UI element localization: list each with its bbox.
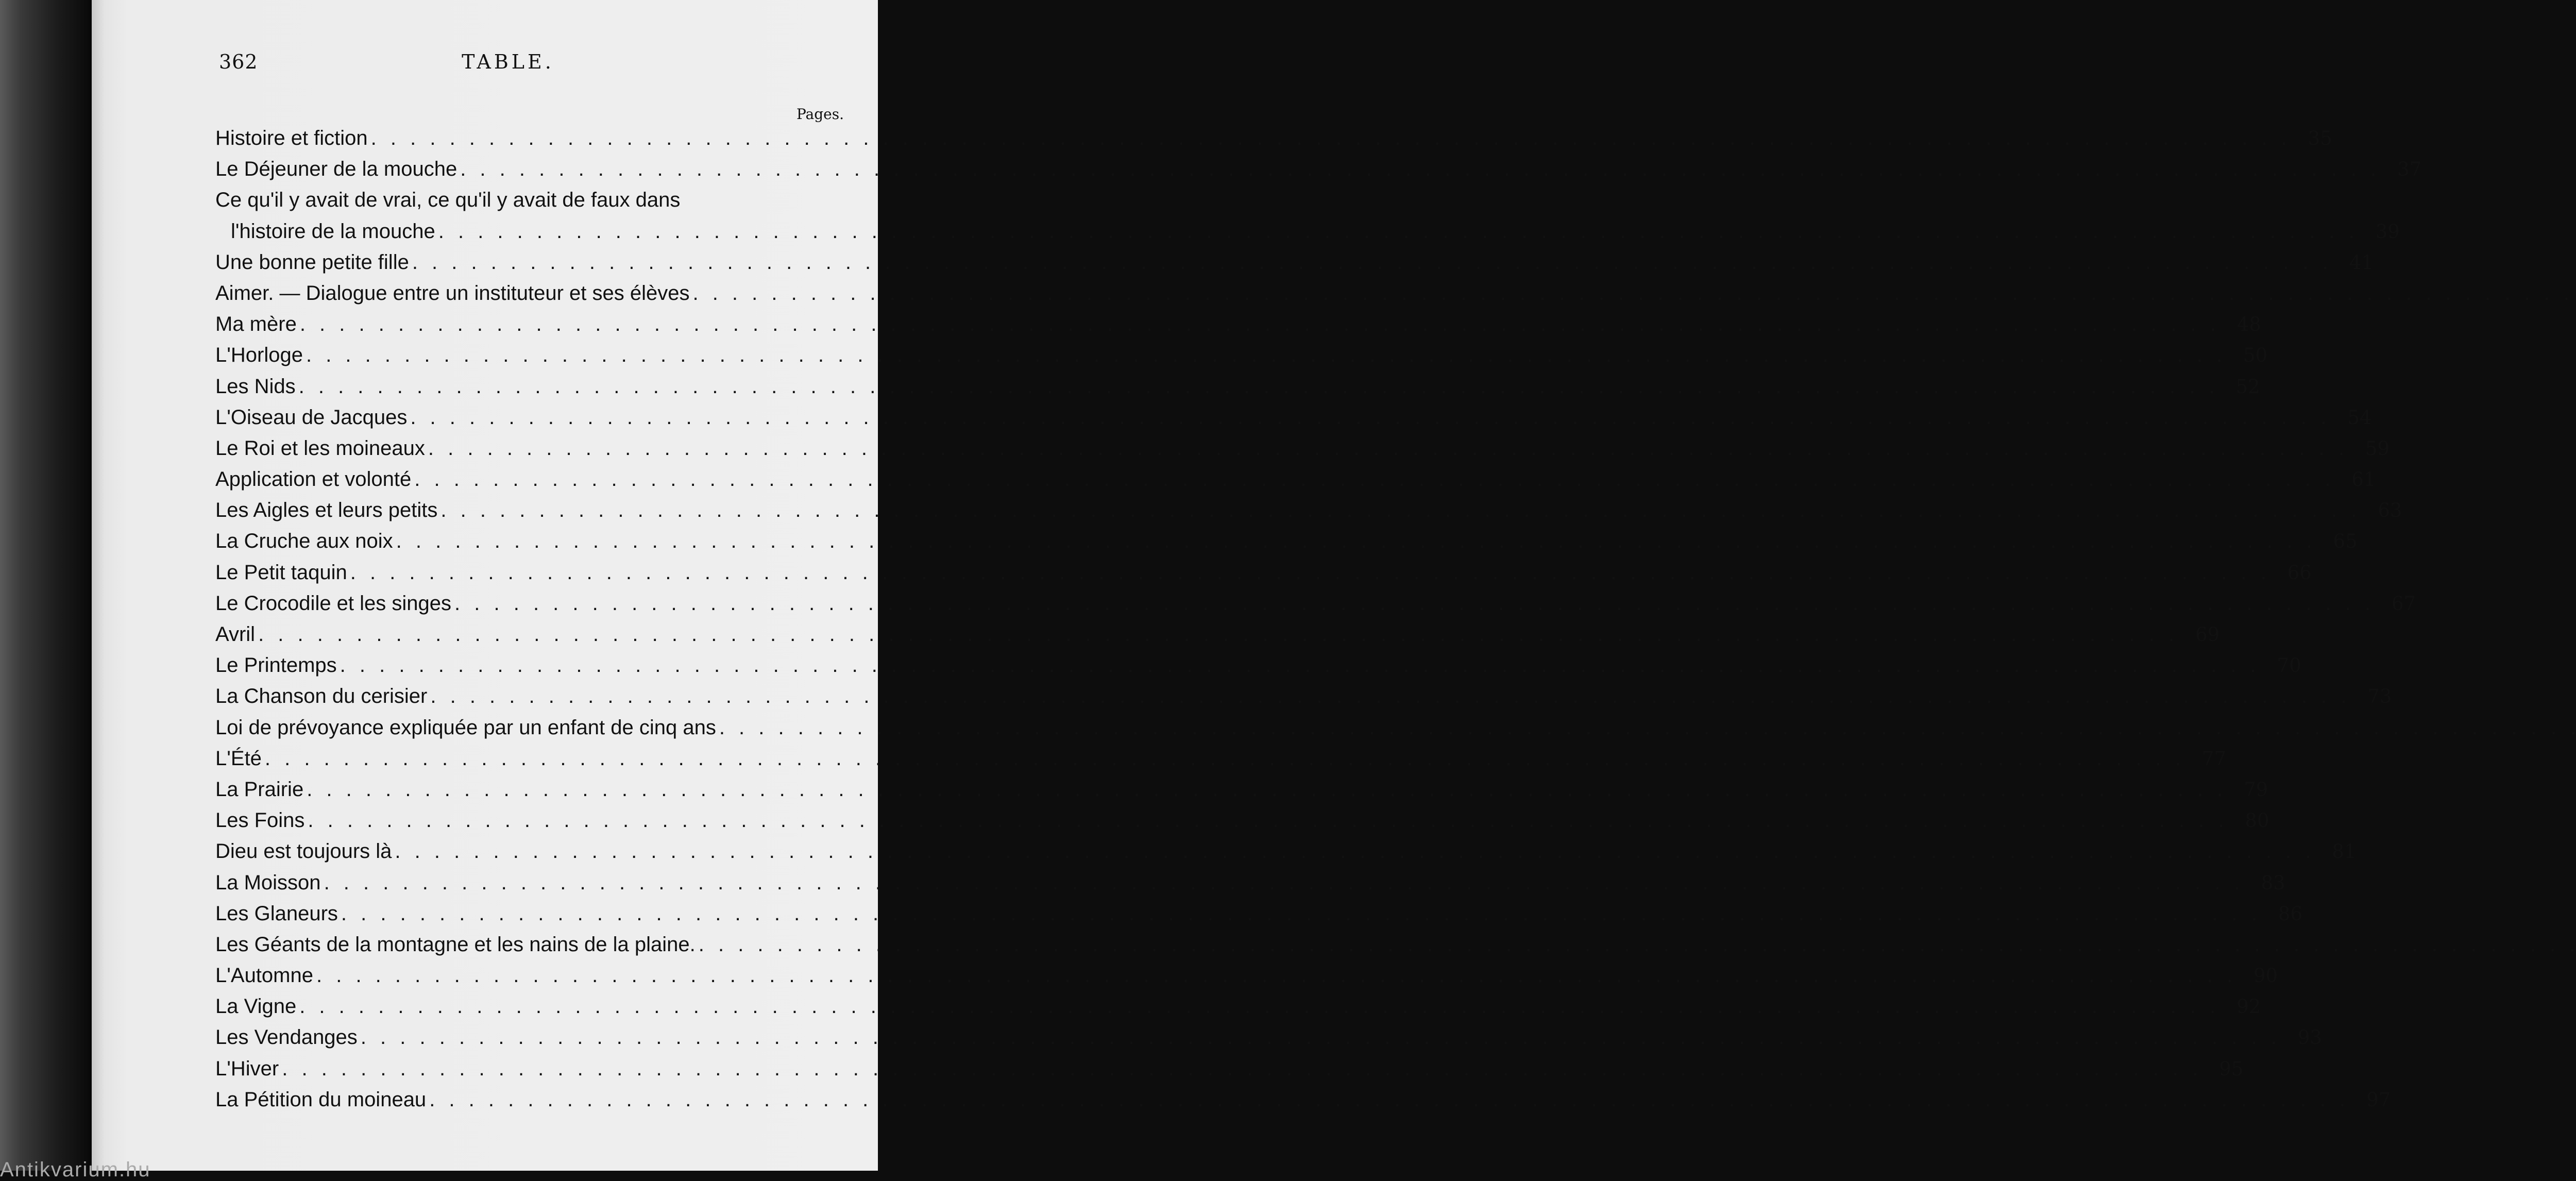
toc-entry-page: 54 bbox=[2347, 406, 2372, 429]
toc-entry-title: Les Nids bbox=[215, 375, 296, 398]
dot-leader bbox=[316, 960, 2236, 991]
toc-entry-page: 65 bbox=[2333, 530, 2358, 553]
toc-entry-title: Aimer. — Dialogue entre un instituteur et ses élèves bbox=[215, 281, 690, 305]
toc-entry bbox=[215, 402, 2372, 433]
toc-entry bbox=[215, 495, 2402, 526]
dot-leader bbox=[460, 154, 2380, 184]
dot-leader bbox=[258, 619, 2178, 650]
page-title: TABLE. bbox=[462, 50, 554, 73]
toc-entry bbox=[215, 681, 2392, 712]
toc-entry-page: 86 bbox=[2278, 902, 2303, 925]
toc-entry-title: Les Glaneurs bbox=[215, 902, 338, 925]
dot-leader bbox=[430, 681, 2350, 712]
dot-leader bbox=[341, 898, 2261, 929]
toc-entry-title: Le Petit taquin bbox=[215, 561, 347, 584]
toc-entry bbox=[215, 247, 2374, 278]
toc-entry-title: La Cruche aux noix bbox=[215, 530, 393, 553]
dot-leader bbox=[396, 526, 2316, 556]
toc-entry-title: La Prairie bbox=[215, 778, 304, 801]
dot-leader bbox=[719, 712, 2576, 743]
dot-leader bbox=[412, 247, 2332, 278]
toc-entry-page: 69 bbox=[2195, 623, 2220, 646]
toc-entry-page: 35 bbox=[2308, 127, 2332, 149]
toc-entry bbox=[215, 619, 2220, 650]
pages-column-label: Pages. bbox=[796, 106, 844, 123]
toc-entry bbox=[215, 805, 2269, 836]
toc-entry bbox=[215, 929, 937, 960]
dot-leader bbox=[265, 743, 2185, 774]
toc-entry-title: Histoire et fiction bbox=[215, 127, 368, 149]
toc-entry-title: L'Été bbox=[215, 747, 262, 770]
dot-leader bbox=[308, 805, 2228, 836]
dot-leader bbox=[699, 929, 2576, 960]
toc-entry bbox=[215, 588, 2416, 619]
toc-entry bbox=[215, 743, 2227, 774]
toc-entry-title: Dieu est toujours là bbox=[215, 840, 392, 863]
table-of-contents bbox=[215, 123, 2422, 1115]
dot-leader bbox=[429, 1084, 2349, 1115]
toc-entry-title: Les Géants de la montagne et les nains de la plaine. bbox=[215, 933, 696, 956]
toc-entry-page: 95 bbox=[2219, 1057, 2244, 1080]
toc-entry-title: Le Déjeuner de la mouche bbox=[215, 158, 457, 181]
dot-leader bbox=[361, 1022, 2281, 1053]
toc-entry bbox=[215, 1022, 2322, 1053]
toc-entry-page: 90 bbox=[2253, 965, 2278, 987]
toc-entry-page: 92 bbox=[2236, 996, 2261, 1018]
toc-entry bbox=[215, 371, 2260, 402]
toc-entry-page: 59 bbox=[2365, 437, 2389, 460]
toc-entry-title: Les Aigles et leurs petits bbox=[215, 499, 438, 522]
toc-entry bbox=[215, 898, 2303, 929]
toc-entry bbox=[215, 650, 2301, 681]
dot-leader bbox=[282, 1053, 2202, 1084]
toc-entry-page: 39 bbox=[2375, 220, 2400, 243]
toc-entry-page: 93 bbox=[2297, 1026, 2322, 1049]
toc-entry bbox=[215, 991, 2261, 1022]
toc-entry-title: L'Horloge bbox=[215, 344, 303, 367]
book-page bbox=[92, 0, 2422, 1171]
toc-entry bbox=[215, 433, 2389, 464]
toc-entry bbox=[215, 1053, 2244, 1084]
toc-entry-title: La Moisson bbox=[215, 871, 321, 894]
toc-entry-title: Loi de prévoyance expliquée par un enfant de cinq ans bbox=[215, 716, 716, 739]
toc-entry-title: Application et volonté bbox=[215, 468, 412, 491]
dot-leader bbox=[692, 278, 2576, 309]
toc-entry-page: 52 bbox=[2235, 375, 2260, 398]
toc-entry-page: 79 bbox=[2244, 778, 2268, 801]
toc-entry bbox=[215, 154, 2422, 184]
dot-leader bbox=[299, 991, 2219, 1022]
toc-entry bbox=[215, 216, 2400, 247]
toc-entry-title: Ce qu'il y avait de vrai, ce qu'il y avait de faux dans bbox=[215, 189, 681, 212]
toc-entry-page: 97 bbox=[2366, 1088, 2391, 1111]
toc-entry-title: Les Vendanges bbox=[215, 1026, 358, 1049]
dot-leader bbox=[428, 433, 2348, 464]
watermark: Antikvarium.hu bbox=[0, 1158, 151, 1181]
toc-entry bbox=[215, 867, 2285, 898]
toc-entry-title: L'Automne bbox=[215, 964, 313, 987]
toc-entry-title: Le Roi et les moineaux bbox=[215, 436, 425, 460]
toc-entry-page: 80 bbox=[2245, 809, 2269, 832]
toc-entry bbox=[215, 278, 937, 309]
toc-entry-page: 37 bbox=[2397, 158, 2422, 181]
toc-entry bbox=[215, 184, 937, 215]
toc-entry-title: La Pétition du moineau bbox=[215, 1088, 427, 1111]
dot-leader bbox=[299, 371, 2219, 402]
dot-leader bbox=[300, 309, 2220, 340]
toc-entry bbox=[215, 557, 2312, 588]
toc-entry-page: 66 bbox=[2287, 561, 2312, 584]
dot-leader bbox=[440, 495, 2361, 526]
toc-entry-page: 70 bbox=[2277, 654, 2301, 677]
dot-leader bbox=[454, 588, 2375, 619]
toc-entry-title: Une bonne petite fille bbox=[215, 250, 409, 274]
toc-entry-page: 48 bbox=[2236, 313, 2261, 336]
dot-leader bbox=[350, 557, 2270, 588]
toc-entry-page: 73 bbox=[2367, 685, 2392, 708]
toc-entry bbox=[215, 1084, 2391, 1115]
toc-entry-page: 83 bbox=[2261, 871, 2285, 894]
toc-entry bbox=[215, 960, 2278, 991]
dot-leader bbox=[414, 464, 2334, 495]
toc-entry-title: La Chanson du cerisier bbox=[215, 685, 428, 708]
dot-leader bbox=[438, 216, 2359, 247]
toc-entry bbox=[215, 712, 937, 743]
toc-entry-title: Ma mère bbox=[215, 313, 297, 336]
toc-entry bbox=[215, 464, 2376, 495]
toc-entry-page: 67 bbox=[2392, 592, 2416, 615]
toc-entry-title: Le Printemps bbox=[215, 654, 337, 677]
toc-entry-title: La Vigne bbox=[215, 995, 297, 1018]
toc-entry bbox=[215, 836, 2357, 867]
toc-entry-page: 61 bbox=[2351, 468, 2376, 491]
toc-entry-title: L'Hiver bbox=[215, 1057, 279, 1080]
dot-leader bbox=[324, 867, 2244, 898]
toc-entry bbox=[215, 123, 2332, 154]
toc-entry bbox=[215, 526, 2358, 556]
dot-leader bbox=[306, 340, 2226, 370]
page-number: 362 bbox=[219, 50, 258, 73]
toc-entry-title: Avril bbox=[215, 623, 256, 646]
dot-leader bbox=[340, 650, 2260, 681]
toc-entry-page: 81 bbox=[2332, 840, 2357, 863]
toc-entry bbox=[215, 309, 2261, 340]
dot-leader bbox=[410, 402, 2330, 433]
toc-entry-page: 41 bbox=[2349, 251, 2374, 274]
dot-leader bbox=[395, 836, 2315, 867]
toc-entry-page: 63 bbox=[2378, 499, 2402, 522]
toc-entry-title: L'Oiseau de Jacques bbox=[215, 406, 408, 429]
toc-entry-page: 50 bbox=[2243, 344, 2268, 367]
dot-leader bbox=[371, 123, 2291, 154]
dot-leader bbox=[307, 774, 2227, 805]
book-binding bbox=[0, 0, 98, 1171]
toc-entry-title: Le Crocodile et les singes bbox=[215, 592, 452, 615]
toc-entry bbox=[215, 774, 2268, 805]
toc-entry-page: 77 bbox=[2201, 747, 2227, 770]
toc-entry bbox=[215, 340, 2268, 370]
toc-entry-title: Les Foins bbox=[215, 809, 305, 832]
toc-entry-title: l'histoire de la mouche bbox=[231, 220, 435, 243]
